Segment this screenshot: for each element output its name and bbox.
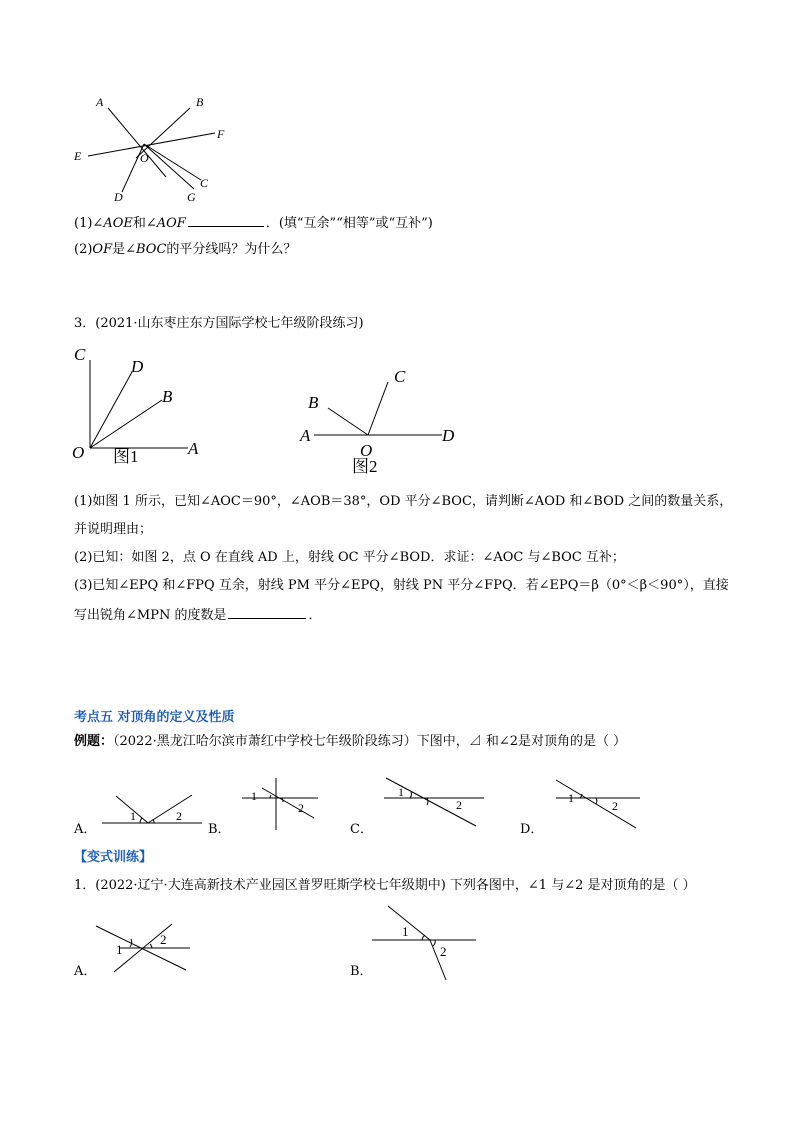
label-f: F [217, 127, 225, 141]
label-o: O [72, 443, 85, 462]
label-c: C [200, 176, 209, 190]
angle-2-label: 2 [160, 932, 167, 947]
label-o: O [140, 151, 149, 165]
q3-part1-line2: 并说明理由； [74, 522, 153, 537]
q3-part2: (2)已知：如图 2，点 O 在直线 AD 上，射线 OC 平分∠BOD．求证：∠AOC 与∠BOC 互补； [74, 550, 625, 565]
angle-1-label: 1 [568, 791, 574, 805]
option-d-figure[interactable] [552, 776, 644, 830]
variant-option-b-label: B． [350, 964, 373, 979]
q2-part2: (2)OF是∠BOC的平分线吗？为什么？ [74, 242, 297, 257]
variant-option-a-figure[interactable] [90, 916, 192, 974]
option-a-figure[interactable] [90, 790, 202, 830]
label-d: D [131, 357, 144, 376]
option-c-figure[interactable] [380, 772, 486, 830]
option-b-label: B． [208, 822, 231, 837]
angle-2-label: 2 [440, 944, 447, 959]
label-g: G [187, 190, 196, 204]
label-e: E [74, 149, 82, 163]
figure-caption: 图1 [113, 447, 139, 466]
label-a: A [300, 426, 311, 445]
label-d: D [442, 426, 455, 445]
angle-2-label: 2 [612, 799, 618, 813]
angle-2-label: 2 [176, 809, 182, 823]
q2-part1: (1)∠AOE和∠AOF ．(填“互余”“相等”或“互补”) [74, 216, 433, 231]
label-b: B [308, 393, 319, 412]
label-a: A [96, 95, 104, 109]
q3-part3-line2: 写出锐角∠MPN 的度数是 ． [74, 608, 322, 623]
angle-2-label: 2 [298, 801, 304, 815]
variant-option-b-figure[interactable] [368, 900, 478, 982]
label-b: B [196, 95, 204, 109]
figure-q3-fig1 [68, 342, 218, 467]
answer-blank[interactable] [228, 606, 306, 619]
figure-rays-aoe [70, 92, 240, 207]
q3-part3-line1: (3)已知∠EPQ 和∠FPQ 互余，射线 PM 平分∠EPQ，射线 PN 平分∠FPQ．若∠EPQ＝β（0°＜β＜90°），直接 [74, 578, 729, 593]
label-a: A [188, 439, 199, 458]
q3-part1-line1: (1)如图 1 所示，已知∠AOC＝90°，∠AOB＝38°，OD 平分∠BOC，请判断∠AOD 和∠BOD 之间的数量关系， [74, 494, 733, 509]
label-c: C [394, 367, 406, 386]
angle-2-label: 2 [456, 798, 462, 812]
angle-1-label: 1 [402, 924, 409, 939]
label-b: B [162, 387, 173, 406]
variant-heading: 【变式训练】 [74, 850, 153, 865]
label-c: C [74, 345, 86, 364]
angle-1-label: 1 [251, 789, 257, 803]
figure-q3-fig2 [296, 358, 466, 478]
example-question: 例题：（2022·黑龙江哈尔滨市萧红中学校七年级阶段练习）下图中，⊿ 和∠2是对顶角的是（ ） [74, 734, 627, 749]
q3-title: 3．(2021·山东枣庄东方国际学校七年级阶段练习) [74, 316, 364, 331]
variant-option-a-label: A． [74, 964, 97, 979]
figure-caption: 图2 [352, 457, 378, 476]
label-d: D [114, 190, 123, 204]
option-d-label: D． [520, 822, 544, 837]
section-heading: 考点五 对顶角的定义及性质 [74, 710, 235, 725]
label-o: O [360, 441, 373, 460]
option-c-label: C． [350, 822, 373, 837]
variant-question-1: 1．(2022·辽宁·大连高新技术产业园区普罗旺斯学校七年级期中) 下列各图中，∠1 与∠2 是对顶角的是（ ） [74, 878, 696, 893]
option-a-label: A． [74, 822, 97, 837]
option-b-figure[interactable] [238, 774, 320, 832]
angle-1-label: 1 [116, 942, 123, 957]
angle-1-label: 1 [398, 785, 404, 799]
angle-1-label: 1 [130, 809, 136, 823]
answer-blank[interactable] [188, 214, 264, 227]
